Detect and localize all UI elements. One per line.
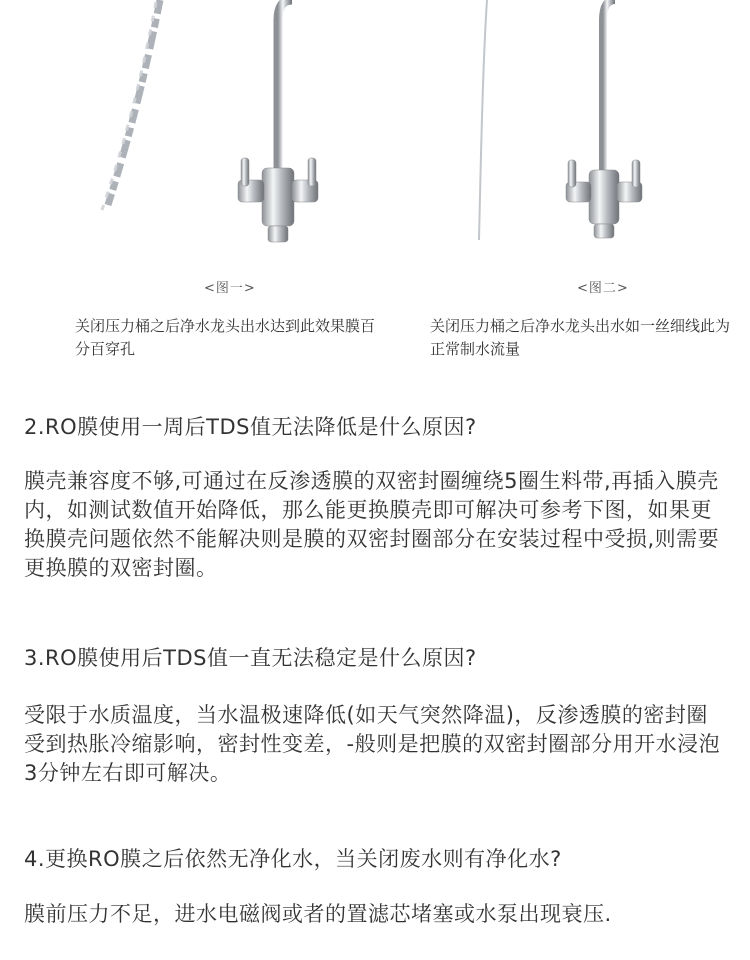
faq-question-2: 2.RO膜使用一周后TDS值无法降低是什么原因? <box>24 415 477 439</box>
faq-question-3: 3.RO膜使用后TDS值一直无法稳定是什么原因? <box>24 646 477 670</box>
figure-1-label: <图一> <box>204 281 256 296</box>
faq-answer-4: 膜前压力不足，进水电磁阀或者的置滤芯堵塞或水泵出现衰压. <box>24 902 612 926</box>
faq-answer-3: 受限于水质温度，当水温极速降低(如天气突然降温)，反渗透膜的密封圈受到热胀冷缩影响，密封性变差，-般则是把膜的双密封圈部分用开水浸泡3分钟左右即可解决。 <box>24 703 721 785</box>
faucet-image-2 <box>375 0 750 260</box>
figure-2-label: <图二> <box>577 281 629 296</box>
faq-answer-2: 膜壳兼容度不够,可通过在反渗透膜的双密封圈缠绕5圈生料带,再插入膜壳内，如测试数值开始降低，那么能更换膜壳即可解决可参考下图，如果更换膜壳问题依然不能解决则是膜的双密封圈部分在安装过程中受损,则需要更换膜的双密封圈。 <box>24 469 720 580</box>
faucet-image-1 <box>0 0 375 260</box>
faq-question-4: 4.更换RO膜之后依然无净化水，当关闭废水则有净化水? <box>24 847 562 871</box>
figure-1-caption: 关闭压力桶之后净水龙头出水达到此效果膜百分百穿孔 <box>75 317 376 358</box>
figure-2-caption: 关闭压力桶之后净水龙头出水如一丝细线此为正常制水流量 <box>430 317 731 358</box>
